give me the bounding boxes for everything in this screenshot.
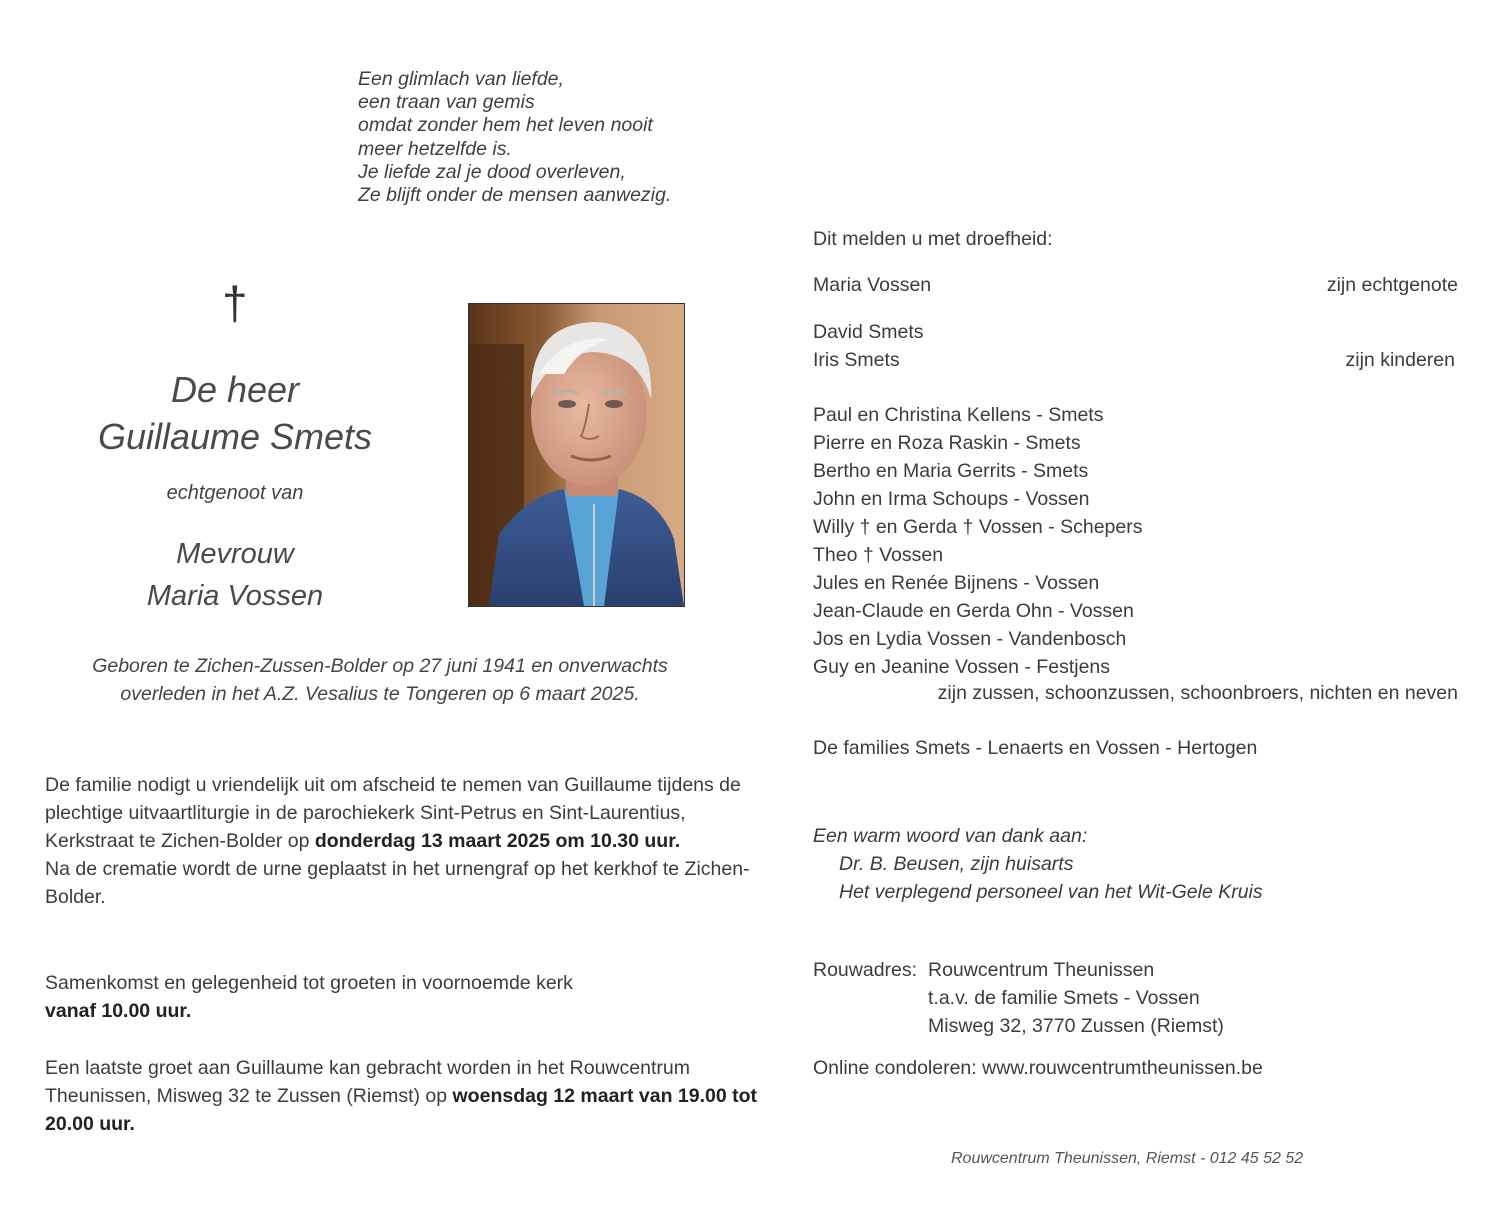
birth-line: Geboren te Zichen-Zussen-Bolder op 27 juni 1941 en onverwachts [92, 655, 668, 677]
list-item: Pierre en Roza Raskin - Smets [813, 432, 1081, 454]
poem-line: Een glimlach van liefde, [358, 68, 564, 90]
spouse-title: Mevrouw [176, 538, 294, 570]
thanks-item: Het verplegend personeel van het Wit-Gele Kruis [839, 881, 1263, 903]
deceased-name-block [60, 366, 410, 460]
birth-death-text [40, 652, 720, 708]
list-item: Jules en Renée Bijnens - Vossen [813, 572, 1100, 594]
spouse-row-name: Maria Vossen [813, 274, 932, 296]
funeral-paragraph [45, 771, 765, 911]
list-item: Willy † en Gerda † Vossen - Schepers [813, 516, 1143, 538]
poem [358, 68, 671, 207]
list-item: Jean-Claude en Gerda Ohn - Vossen [813, 600, 1134, 622]
poem-line: meer hetzelfde is. [358, 137, 512, 160]
address-line: t.a.v. de familie Smets - Vossen [928, 987, 1200, 1009]
address-block [813, 956, 1473, 1046]
siblings-relation: zijn zussen, schoonzussen, schoonbroers, nichten en neven [937, 682, 1458, 704]
list-item: Guy en Jeanine Vossen - Festjens [813, 656, 1111, 678]
list-item: Bertho en Maria Gerrits - Smets [813, 460, 1089, 482]
child-name: Iris Smets [813, 349, 900, 371]
list-item: Theo † Vossen [813, 544, 944, 566]
death-line: overleden in het A.Z. Vesalius te Tongeren op 6 maart 2025. [120, 683, 640, 705]
deceased-name: Guillaume Smets [97, 416, 373, 457]
spouse-row [813, 271, 1458, 299]
poem-line: omdat zonder hem het leven nooit [358, 114, 653, 137]
gathering-text: Samenkomst en gelegenheid tot groeten in voornoemde kerk [45, 972, 573, 994]
children-relation: zijn kinderen [1345, 349, 1455, 371]
address-line: Rouwcentrum Theunissen [928, 959, 1155, 981]
spouse-block [60, 533, 410, 617]
announcement-intro: Dit melden u met droefheid: [813, 228, 1053, 250]
deceased-title: De heer [170, 369, 300, 410]
funeral-date: donderdag 13 maart 2025 om 10.30 uur. [314, 830, 681, 852]
poem-line: Je liefde zal je dood overleven, [358, 160, 626, 183]
gathering-time: vanaf 10.00 uur. [45, 1000, 192, 1022]
thanks-heading: Een warm woord van dank aan: [813, 825, 1088, 847]
spouse-name: Maria Vossen [146, 580, 324, 612]
thanks-item: Dr. B. Beusen, zijn huisarts [839, 853, 1074, 875]
gathering-paragraph [45, 969, 765, 1025]
viewing-paragraph [45, 1054, 765, 1138]
online-condolences: Online condoleren: www.rouwcentrumtheunissen.be [813, 1057, 1263, 1079]
address-label: Rouwadres: [813, 959, 918, 981]
poem-line: Ze blijft onder de mensen aanwezig. [358, 184, 672, 207]
spouse-row-relation: zijn echtgenote [1326, 274, 1458, 296]
list-item: John en Irma Schoups - Vossen [813, 488, 1090, 510]
children-block [813, 318, 1455, 374]
viewing-text: Een laatste groet aan Guillaume kan gebracht worden in het Rouwcentrum Theunissen, Misweg 32 te Zussen (Riemst) op [45, 1057, 690, 1107]
list-item: Jos en Lydia Vossen - Vandenbosch [813, 628, 1127, 650]
thanks-block [813, 822, 1263, 906]
poem-line: een traan van gemis [358, 91, 535, 114]
portrait-photo [468, 303, 685, 607]
spouse-label: echtgenoot van [166, 482, 304, 504]
child-name: David Smets [813, 321, 924, 343]
cross-icon: † [222, 277, 248, 329]
list-item: Paul en Christina Kellens - Smets [813, 404, 1104, 426]
families-line: De families Smets - Lenaerts en Vossen - Hertogen [813, 737, 1258, 759]
footer-credit: Rouwcentrum Theunissen, Riemst - 012 45 52 52 [951, 1150, 1304, 1167]
funeral-text: De familie nodigt u vriendelijk uit om afscheid te nemen van Guillaume tijdens de plechtige uitvaartliturgie in de parochiekerk Sint-Petrus en Sint-Laurentius, Kerkstraat te Zichen-Bolder op [45, 774, 741, 852]
address-line: Misweg 32, 3770 Zussen (Riemst) [928, 1015, 1224, 1037]
siblings-list [813, 401, 1143, 681]
cremation-text: Na de crematie wordt de urne geplaatst in het urnengraf op het kerkhof te Zichen-Bolder. [45, 858, 750, 908]
viewing-time: woensdag 12 maart van 19.00 tot 20.00 uur. [45, 1085, 758, 1135]
